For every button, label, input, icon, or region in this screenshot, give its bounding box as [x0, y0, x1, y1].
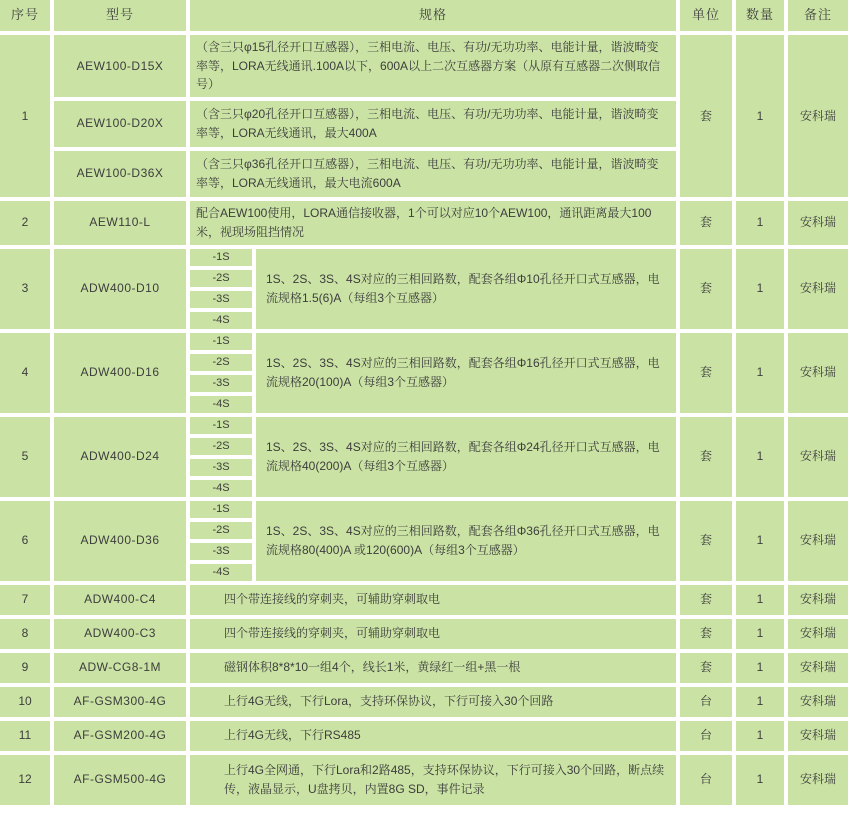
spec-cell: （含三只φ36孔径开口互感器），三相电流、电压、有功/无功功率、电能计量，谐波畸变率等，LORA无线通讯，最大电流600A: [190, 151, 676, 197]
model-cell: AEW100-D20X: [54, 101, 186, 147]
qty-cell: 1: [736, 585, 784, 615]
variant-tag-cell: -2S: [190, 270, 252, 287]
table-row-4: [0, 333, 848, 350]
variant-tag-cell: -3S: [190, 459, 252, 476]
note-cell: 安科瑞: [788, 201, 848, 245]
variant-tag-cell: -4S: [190, 564, 252, 581]
note-cell: 安科瑞: [788, 653, 848, 683]
unit-cell: 套: [680, 201, 732, 245]
qty-cell: 1: [736, 687, 784, 717]
qty-cell: 1: [736, 201, 784, 245]
variant-tag-cell: -3S: [190, 543, 252, 560]
variant-tag-cell: -2S: [190, 354, 252, 371]
spec-cell: 上行4G无线，下行Lora，支持环保协议，下行可接入30个回路: [190, 687, 676, 717]
unit-cell: 套: [680, 653, 732, 683]
variant-tag-cell: -1S: [190, 333, 252, 350]
header-row: [0, 0, 848, 31]
unit-cell: 台: [680, 687, 732, 717]
qty-cell: 1: [736, 501, 784, 581]
qty-cell: 1: [736, 333, 784, 413]
variant-tag-cell: -3S: [190, 375, 252, 392]
spec-cell: 磁钢体积8*8*10一组4个，线长1米，黄绿红一组+黑一根: [190, 653, 676, 683]
col-header-note: 备注: [788, 0, 848, 31]
col-header-model: 型号: [54, 0, 186, 31]
model-cell: ADW400-C4: [54, 585, 186, 615]
model-cell: ADW400-D16: [54, 333, 186, 413]
unit-cell: 台: [680, 721, 732, 751]
variant-tag-cell: -1S: [190, 249, 252, 266]
table-row-3: [0, 249, 848, 266]
unit-cell: 套: [680, 333, 732, 413]
table-row-1a: [0, 35, 848, 97]
model-cell: AEW100-D36X: [54, 151, 186, 197]
seq-cell: 9: [0, 653, 50, 683]
model-cell: ADW400-C3: [54, 619, 186, 649]
note-cell: 安科瑞: [788, 249, 848, 329]
model-cell: AEW110-L: [54, 201, 186, 245]
col-header-seq: 序号: [0, 0, 50, 31]
spec-cell: 1S、2S、3S、4S对应的三相回路数，配套各组Φ24孔径开口式互感器，电流规格40(200)A（每组3个互感器）: [256, 417, 676, 497]
qty-cell: 1: [736, 35, 784, 197]
table-row-8: [0, 619, 848, 649]
unit-cell: 台: [680, 755, 732, 805]
note-cell: 安科瑞: [788, 417, 848, 497]
table-row-5: [0, 417, 848, 434]
model-cell: ADW400-D36: [54, 501, 186, 581]
model-cell: ADW400-D24: [54, 417, 186, 497]
qty-cell: 1: [736, 417, 784, 497]
note-cell: 安科瑞: [788, 755, 848, 805]
unit-cell: 套: [680, 35, 732, 197]
qty-cell: 1: [736, 721, 784, 751]
table-row-9: [0, 653, 848, 683]
spec-cell: 1S、2S、3S、4S对应的三相回路数，配套各组Φ36孔径开口式互感器，电流规格80(400)A 或120(600)A（每组3个互感器）: [256, 501, 676, 581]
seq-cell: 3: [0, 249, 50, 329]
table-row-10: [0, 687, 848, 717]
variant-tag-cell: -1S: [190, 417, 252, 434]
spec-cell: 1S、2S、3S、4S对应的三相回路数，配套各组Φ16孔径开口式互感器，电流规格20(100)A（每组3个互感器）: [256, 333, 676, 413]
spec-cell: 1S、2S、3S、4S对应的三相回路数，配套各组Φ10孔径开口式互感器，电流规格1.5(6)A（每组3个互感器）: [256, 249, 676, 329]
seq-cell: 12: [0, 755, 50, 805]
table-row-12: [0, 755, 848, 805]
unit-cell: 套: [680, 585, 732, 615]
model-cell: AF-GSM500-4G: [54, 755, 186, 805]
unit-cell: 套: [680, 249, 732, 329]
spec-cell: （含三只φ15孔径开口互感器），三相电流、电压、有功/无功功率、电能计量，谐波畸变率等，LORA无线通讯.100A以下，600A以上二次互感器方案（从原有互感器二次侧取信号）: [190, 35, 676, 97]
variant-tag-cell: -4S: [190, 312, 252, 329]
model-cell: ADW400-D10: [54, 249, 186, 329]
model-cell: ADW-CG8-1M: [54, 653, 186, 683]
spec-cell: 上行4G全网通，下行Lora和2路485，支持环保协议，下行可接入30个回路，断点续传，液晶显示，U盘拷贝，内置8G SD，事件记录: [190, 755, 676, 805]
table-row-11: [0, 721, 848, 751]
col-header-unit: 单位: [680, 0, 732, 31]
seq-cell: 4: [0, 333, 50, 413]
model-cell: AF-GSM200-4G: [54, 721, 186, 751]
variant-tag-cell: -3S: [190, 291, 252, 308]
col-header-qty: 数量: [736, 0, 784, 31]
unit-cell: 套: [680, 417, 732, 497]
unit-cell: 套: [680, 619, 732, 649]
spec-cell: 四个带连接线的穿刺夹，可辅助穿刺取电: [190, 619, 676, 649]
note-cell: 安科瑞: [788, 721, 848, 751]
spec-cell: 四个带连接线的穿刺夹，可辅助穿刺取电: [190, 585, 676, 615]
qty-cell: 1: [736, 619, 784, 649]
spec-cell: 上行4G无线，下行RS485: [190, 721, 676, 751]
note-cell: 安科瑞: [788, 619, 848, 649]
note-cell: 安科瑞: [788, 687, 848, 717]
seq-cell: 8: [0, 619, 50, 649]
qty-cell: 1: [736, 249, 784, 329]
table-row-2: [0, 201, 848, 245]
col-header-spec: 规格: [190, 0, 676, 31]
note-cell: 安科瑞: [788, 585, 848, 615]
variant-tag-cell: -1S: [190, 501, 252, 518]
seq-cell: 11: [0, 721, 50, 751]
unit-cell: 套: [680, 501, 732, 581]
seq-cell: 5: [0, 417, 50, 497]
note-cell: 安科瑞: [788, 35, 848, 197]
variant-tag-cell: -4S: [190, 396, 252, 413]
seq-cell: 2: [0, 201, 50, 245]
variant-tag-cell: -2S: [190, 522, 252, 539]
variant-tag-cell: -2S: [190, 438, 252, 455]
seq-cell: 7: [0, 585, 50, 615]
seq-cell: 10: [0, 687, 50, 717]
qty-cell: 1: [736, 653, 784, 683]
qty-cell: 1: [736, 755, 784, 805]
spec-cell: （含三只φ20孔径开口互感器），三相电流、电压、有功/无功功率、电能计量，谐波畸变率等，LORA无线通讯，最大400A: [190, 101, 676, 147]
table-row-7: [0, 585, 848, 615]
note-cell: 安科瑞: [788, 333, 848, 413]
variant-tag-cell: -4S: [190, 480, 252, 497]
table-row-6: [0, 501, 848, 518]
seq-cell: 1: [0, 35, 50, 197]
seq-cell: 6: [0, 501, 50, 581]
note-cell: 安科瑞: [788, 501, 848, 581]
spec-cell: 配合AEW100使用，LORA通信接收器，1个可以对应10个AEW100，通讯距离最大100米，视现场阻挡情况: [190, 201, 676, 245]
model-cell: AEW100-D15X: [54, 35, 186, 97]
model-cell: AF-GSM300-4G: [54, 687, 186, 717]
